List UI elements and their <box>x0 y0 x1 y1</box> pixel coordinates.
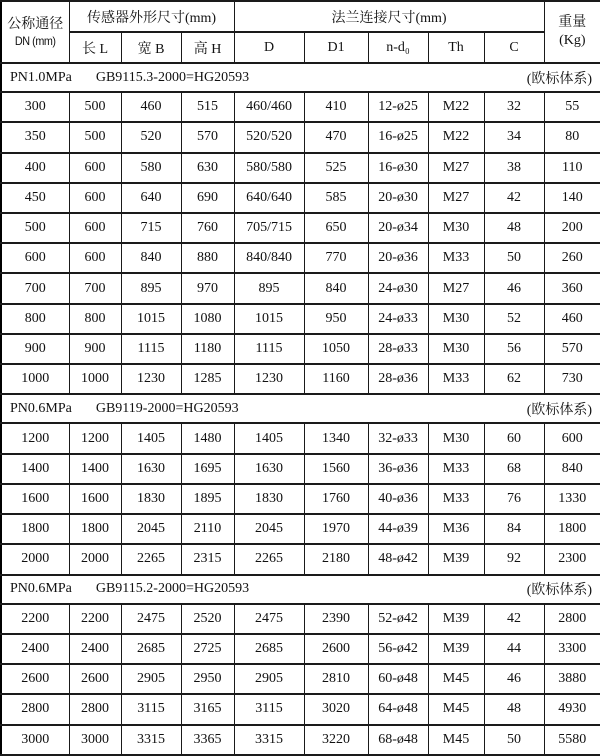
table-row <box>1 484 600 514</box>
cell: 16-ø30 <box>368 153 428 183</box>
cell: 2725 <box>181 634 234 664</box>
table-row <box>1 213 600 243</box>
cell: 640 <box>121 183 181 213</box>
cell: 2475 <box>121 604 181 634</box>
cell: M33 <box>428 454 484 484</box>
cell: 760 <box>181 213 234 243</box>
cell: 1800 <box>1 514 69 544</box>
table-row <box>1 514 600 544</box>
cell: 56-ø42 <box>368 634 428 664</box>
table-row <box>1 304 600 334</box>
section-header-cell <box>1 575 600 604</box>
cell: 1560 <box>304 454 368 484</box>
cell: 12-ø25 <box>368 92 428 122</box>
cell: 460 <box>121 92 181 122</box>
cell: 1800 <box>544 514 600 544</box>
cell: 2800 <box>544 604 600 634</box>
cell: 3220 <box>304 725 368 755</box>
cell: 880 <box>181 243 234 273</box>
cell: M30 <box>428 304 484 334</box>
cell: 2390 <box>304 604 368 634</box>
cell: 2600 <box>304 634 368 664</box>
cell: 140 <box>544 183 600 213</box>
cell: 3115 <box>121 694 181 724</box>
cell: 900 <box>1 334 69 364</box>
header-d1: D1 <box>304 32 368 63</box>
header-dn <box>1 1 69 63</box>
cell: 895 <box>121 273 181 303</box>
cell: M30 <box>428 213 484 243</box>
cell: 300 <box>1 92 69 122</box>
cell: M27 <box>428 153 484 183</box>
cell: M33 <box>428 484 484 514</box>
table-body <box>1 63 600 755</box>
cell: 1230 <box>121 364 181 394</box>
cell: 44 <box>484 634 544 664</box>
section-note-label: (欧标体系) <box>526 583 593 599</box>
cell: 55 <box>544 92 600 122</box>
cell: 1630 <box>121 454 181 484</box>
cell: 68-ø48 <box>368 725 428 755</box>
cell: 900 <box>69 334 121 364</box>
cell: 840 <box>304 273 368 303</box>
cell: 1330 <box>544 484 600 514</box>
table-row <box>1 725 600 755</box>
section-standard-label: GB9119-2000=HG20593 <box>95 400 239 416</box>
header-weight-cn: 重量 <box>558 14 587 30</box>
cell: 76 <box>484 484 544 514</box>
cell: M22 <box>428 122 484 152</box>
cell: 970 <box>181 273 234 303</box>
header-th: Th <box>428 32 484 63</box>
header-width-b: 宽 B <box>121 32 181 63</box>
cell: 3165 <box>181 694 234 724</box>
cell: M33 <box>428 364 484 394</box>
cell: 2950 <box>181 664 234 694</box>
table-header <box>1 1 600 63</box>
cell: 48-ø42 <box>368 544 428 574</box>
cell: 600 <box>1 243 69 273</box>
section-pressure-label: PN0.6MPa <box>10 400 72 416</box>
section-header-row <box>1 63 600 92</box>
cell: 42 <box>484 604 544 634</box>
cell: 2600 <box>1 664 69 694</box>
cell: 600 <box>69 213 121 243</box>
cell: 895 <box>234 273 304 303</box>
header-length-l: 长 L <box>69 32 121 63</box>
cell: 2905 <box>234 664 304 694</box>
cell: M27 <box>428 273 484 303</box>
cell: 1400 <box>69 454 121 484</box>
cell: 2200 <box>1 604 69 634</box>
cell: 48 <box>484 694 544 724</box>
cell: 44-ø39 <box>368 514 428 544</box>
cell: 110 <box>544 153 600 183</box>
table-row <box>1 423 600 453</box>
cell: 3000 <box>1 725 69 755</box>
cell: 630 <box>181 153 234 183</box>
cell: 32-ø33 <box>368 423 428 453</box>
cell: 2800 <box>69 694 121 724</box>
cell: 400 <box>1 153 69 183</box>
cell: 2300 <box>544 544 600 574</box>
table-row <box>1 243 600 273</box>
cell: M45 <box>428 694 484 724</box>
cell: 16-ø25 <box>368 122 428 152</box>
cell: 48 <box>484 213 544 243</box>
cell: 705/715 <box>234 213 304 243</box>
cell: 1115 <box>234 334 304 364</box>
cell: 260 <box>544 243 600 273</box>
cell: 2400 <box>69 634 121 664</box>
cell: 840/840 <box>234 243 304 273</box>
cell: 52-ø42 <box>368 604 428 634</box>
header-height-h: 高 H <box>181 32 234 63</box>
cell: 24-ø33 <box>368 304 428 334</box>
cell: 1695 <box>181 454 234 484</box>
cell: 520 <box>121 122 181 152</box>
cell: M27 <box>428 183 484 213</box>
cell: 580/580 <box>234 153 304 183</box>
cell: 1115 <box>121 334 181 364</box>
cell: 64-ø48 <box>368 694 428 724</box>
table-row <box>1 694 600 724</box>
cell: 1200 <box>1 423 69 453</box>
cell: 56 <box>484 334 544 364</box>
table-row <box>1 634 600 664</box>
cell: 700 <box>69 273 121 303</box>
cell: 1800 <box>69 514 121 544</box>
cell: 1895 <box>181 484 234 514</box>
cell: 1015 <box>121 304 181 334</box>
table-row <box>1 334 600 364</box>
table-row <box>1 183 600 213</box>
section-header-row <box>1 394 600 423</box>
section-header-cell <box>1 63 600 92</box>
cell: 1340 <box>304 423 368 453</box>
cell: 2265 <box>234 544 304 574</box>
section-note-label: (欧标体系) <box>526 402 593 418</box>
cell: 410 <box>304 92 368 122</box>
cell: 520/520 <box>234 122 304 152</box>
section-note-label: (欧标体系) <box>526 71 593 87</box>
header-n-d0: n-d₀ <box>368 32 428 63</box>
table-row <box>1 604 600 634</box>
cell: 580 <box>121 153 181 183</box>
cell: 470 <box>304 122 368 152</box>
cell: 570 <box>544 334 600 364</box>
cell: 3315 <box>234 725 304 755</box>
cell: 92 <box>484 544 544 574</box>
cell: 2810 <box>304 664 368 694</box>
cell: 950 <box>304 304 368 334</box>
cell: 1200 <box>69 423 121 453</box>
cell: 600 <box>69 243 121 273</box>
section-header-row <box>1 575 600 604</box>
table-row <box>1 364 600 394</box>
header-c: C <box>484 32 544 63</box>
cell: 1000 <box>1 364 69 394</box>
cell: 1285 <box>181 364 234 394</box>
cell: 60 <box>484 423 544 453</box>
cell: 2315 <box>181 544 234 574</box>
cell: 2905 <box>121 664 181 694</box>
header-row-1 <box>1 1 600 32</box>
cell: 34 <box>484 122 544 152</box>
cell: 640/640 <box>234 183 304 213</box>
cell: 1630 <box>234 454 304 484</box>
cell: 20-ø30 <box>368 183 428 213</box>
cell: M45 <box>428 664 484 694</box>
cell: 2520 <box>181 604 234 634</box>
cell: 1015 <box>234 304 304 334</box>
header-row-2 <box>1 32 600 63</box>
cell: 38 <box>484 153 544 183</box>
table-row <box>1 153 600 183</box>
cell: M30 <box>428 423 484 453</box>
cell: 62 <box>484 364 544 394</box>
cell: 450 <box>1 183 69 213</box>
cell: 650 <box>304 213 368 243</box>
cell: 46 <box>484 664 544 694</box>
cell: 2265 <box>121 544 181 574</box>
cell: 28-ø36 <box>368 364 428 394</box>
cell: 32 <box>484 92 544 122</box>
cell: 1160 <box>304 364 368 394</box>
cell: 60-ø48 <box>368 664 428 694</box>
cell: 1405 <box>234 423 304 453</box>
cell: 200 <box>544 213 600 243</box>
cell: 36-ø36 <box>368 454 428 484</box>
cell: 3300 <box>544 634 600 664</box>
cell: 2400 <box>1 634 69 664</box>
section-pressure-label: PN1.0MPa <box>10 69 72 85</box>
cell: 1480 <box>181 423 234 453</box>
cell: 715 <box>121 213 181 243</box>
cell: 1830 <box>121 484 181 514</box>
cell: 2180 <box>304 544 368 574</box>
cell: 1405 <box>121 423 181 453</box>
cell: 5580 <box>544 725 600 755</box>
cell: 2600 <box>69 664 121 694</box>
cell: 84 <box>484 514 544 544</box>
header-dn-cn: 公称通径 <box>7 17 64 33</box>
section-standard-label: GB9115.2-2000=HG20593 <box>95 581 250 597</box>
cell: 3000 <box>69 725 121 755</box>
cell: 1600 <box>1 484 69 514</box>
cell: 4930 <box>544 694 600 724</box>
cell: 840 <box>121 243 181 273</box>
cell: 2685 <box>234 634 304 664</box>
cell: 46 <box>484 273 544 303</box>
cell: 2045 <box>121 514 181 544</box>
cell: M30 <box>428 334 484 364</box>
cell: 2475 <box>234 604 304 634</box>
cell: 585 <box>304 183 368 213</box>
cell: 2045 <box>234 514 304 544</box>
cell: M39 <box>428 634 484 664</box>
cell: 1760 <box>304 484 368 514</box>
cell: 1230 <box>234 364 304 394</box>
cell: 28-ø33 <box>368 334 428 364</box>
header-weight-unit: (Kg) <box>559 33 586 48</box>
cell: 1830 <box>234 484 304 514</box>
cell: 460 <box>544 304 600 334</box>
cell: 1600 <box>69 484 121 514</box>
cell: 42 <box>484 183 544 213</box>
cell: 350 <box>1 122 69 152</box>
cell: 68 <box>484 454 544 484</box>
table-row <box>1 454 600 484</box>
cell: 20-ø34 <box>368 213 428 243</box>
header-d: D <box>234 32 304 63</box>
section-pressure-label: PN0.6MPa <box>10 581 72 597</box>
table-row <box>1 664 600 694</box>
cell: 2110 <box>181 514 234 544</box>
cell: 3020 <box>304 694 368 724</box>
cell: 1400 <box>1 454 69 484</box>
cell: 600 <box>69 153 121 183</box>
cell: 800 <box>1 304 69 334</box>
cell: 2000 <box>1 544 69 574</box>
cell: M39 <box>428 604 484 634</box>
header-dn-en: DN (mm) <box>14 33 56 48</box>
cell: 3365 <box>181 725 234 755</box>
cell: 600 <box>69 183 121 213</box>
cell: 460/460 <box>234 92 304 122</box>
cell: 360 <box>544 273 600 303</box>
cell: 52 <box>484 304 544 334</box>
cell: 2200 <box>69 604 121 634</box>
cell: 690 <box>181 183 234 213</box>
cell: 515 <box>181 92 234 122</box>
cell: M36 <box>428 514 484 544</box>
table-row <box>1 544 600 574</box>
table-row <box>1 122 600 152</box>
cell: 3315 <box>121 725 181 755</box>
cell: 1970 <box>304 514 368 544</box>
cell: 500 <box>69 122 121 152</box>
cell: 500 <box>69 92 121 122</box>
cell: 730 <box>544 364 600 394</box>
section-standard-label: GB9115.3-2000=HG20593 <box>95 69 250 85</box>
cell: 2685 <box>121 634 181 664</box>
cell: 1000 <box>69 364 121 394</box>
cell: 840 <box>544 454 600 484</box>
cell: 3115 <box>234 694 304 724</box>
header-flange-group: 法兰连接尺寸(mm) <box>234 1 544 32</box>
cell: 40-ø36 <box>368 484 428 514</box>
cell: 2000 <box>69 544 121 574</box>
cell: 80 <box>544 122 600 152</box>
cell: 3880 <box>544 664 600 694</box>
cell: M45 <box>428 725 484 755</box>
cell: M39 <box>428 544 484 574</box>
cell: 600 <box>544 423 600 453</box>
cell: 570 <box>181 122 234 152</box>
table-row <box>1 92 600 122</box>
header-sensor-group: 传感器外形尺寸(mm) <box>69 1 234 32</box>
cell: 1080 <box>181 304 234 334</box>
cell: 700 <box>1 273 69 303</box>
cell: 20-ø36 <box>368 243 428 273</box>
cell: 50 <box>484 243 544 273</box>
cell: M22 <box>428 92 484 122</box>
table-row <box>1 273 600 303</box>
cell: 500 <box>1 213 69 243</box>
cell: 1050 <box>304 334 368 364</box>
cell: 2800 <box>1 694 69 724</box>
cell: M33 <box>428 243 484 273</box>
cell: 24-ø30 <box>368 273 428 303</box>
cell: 525 <box>304 153 368 183</box>
cell: 1180 <box>181 334 234 364</box>
cell: 770 <box>304 243 368 273</box>
cell: 800 <box>69 304 121 334</box>
section-header-cell <box>1 394 600 423</box>
cell: 50 <box>484 725 544 755</box>
header-weight <box>544 1 600 63</box>
